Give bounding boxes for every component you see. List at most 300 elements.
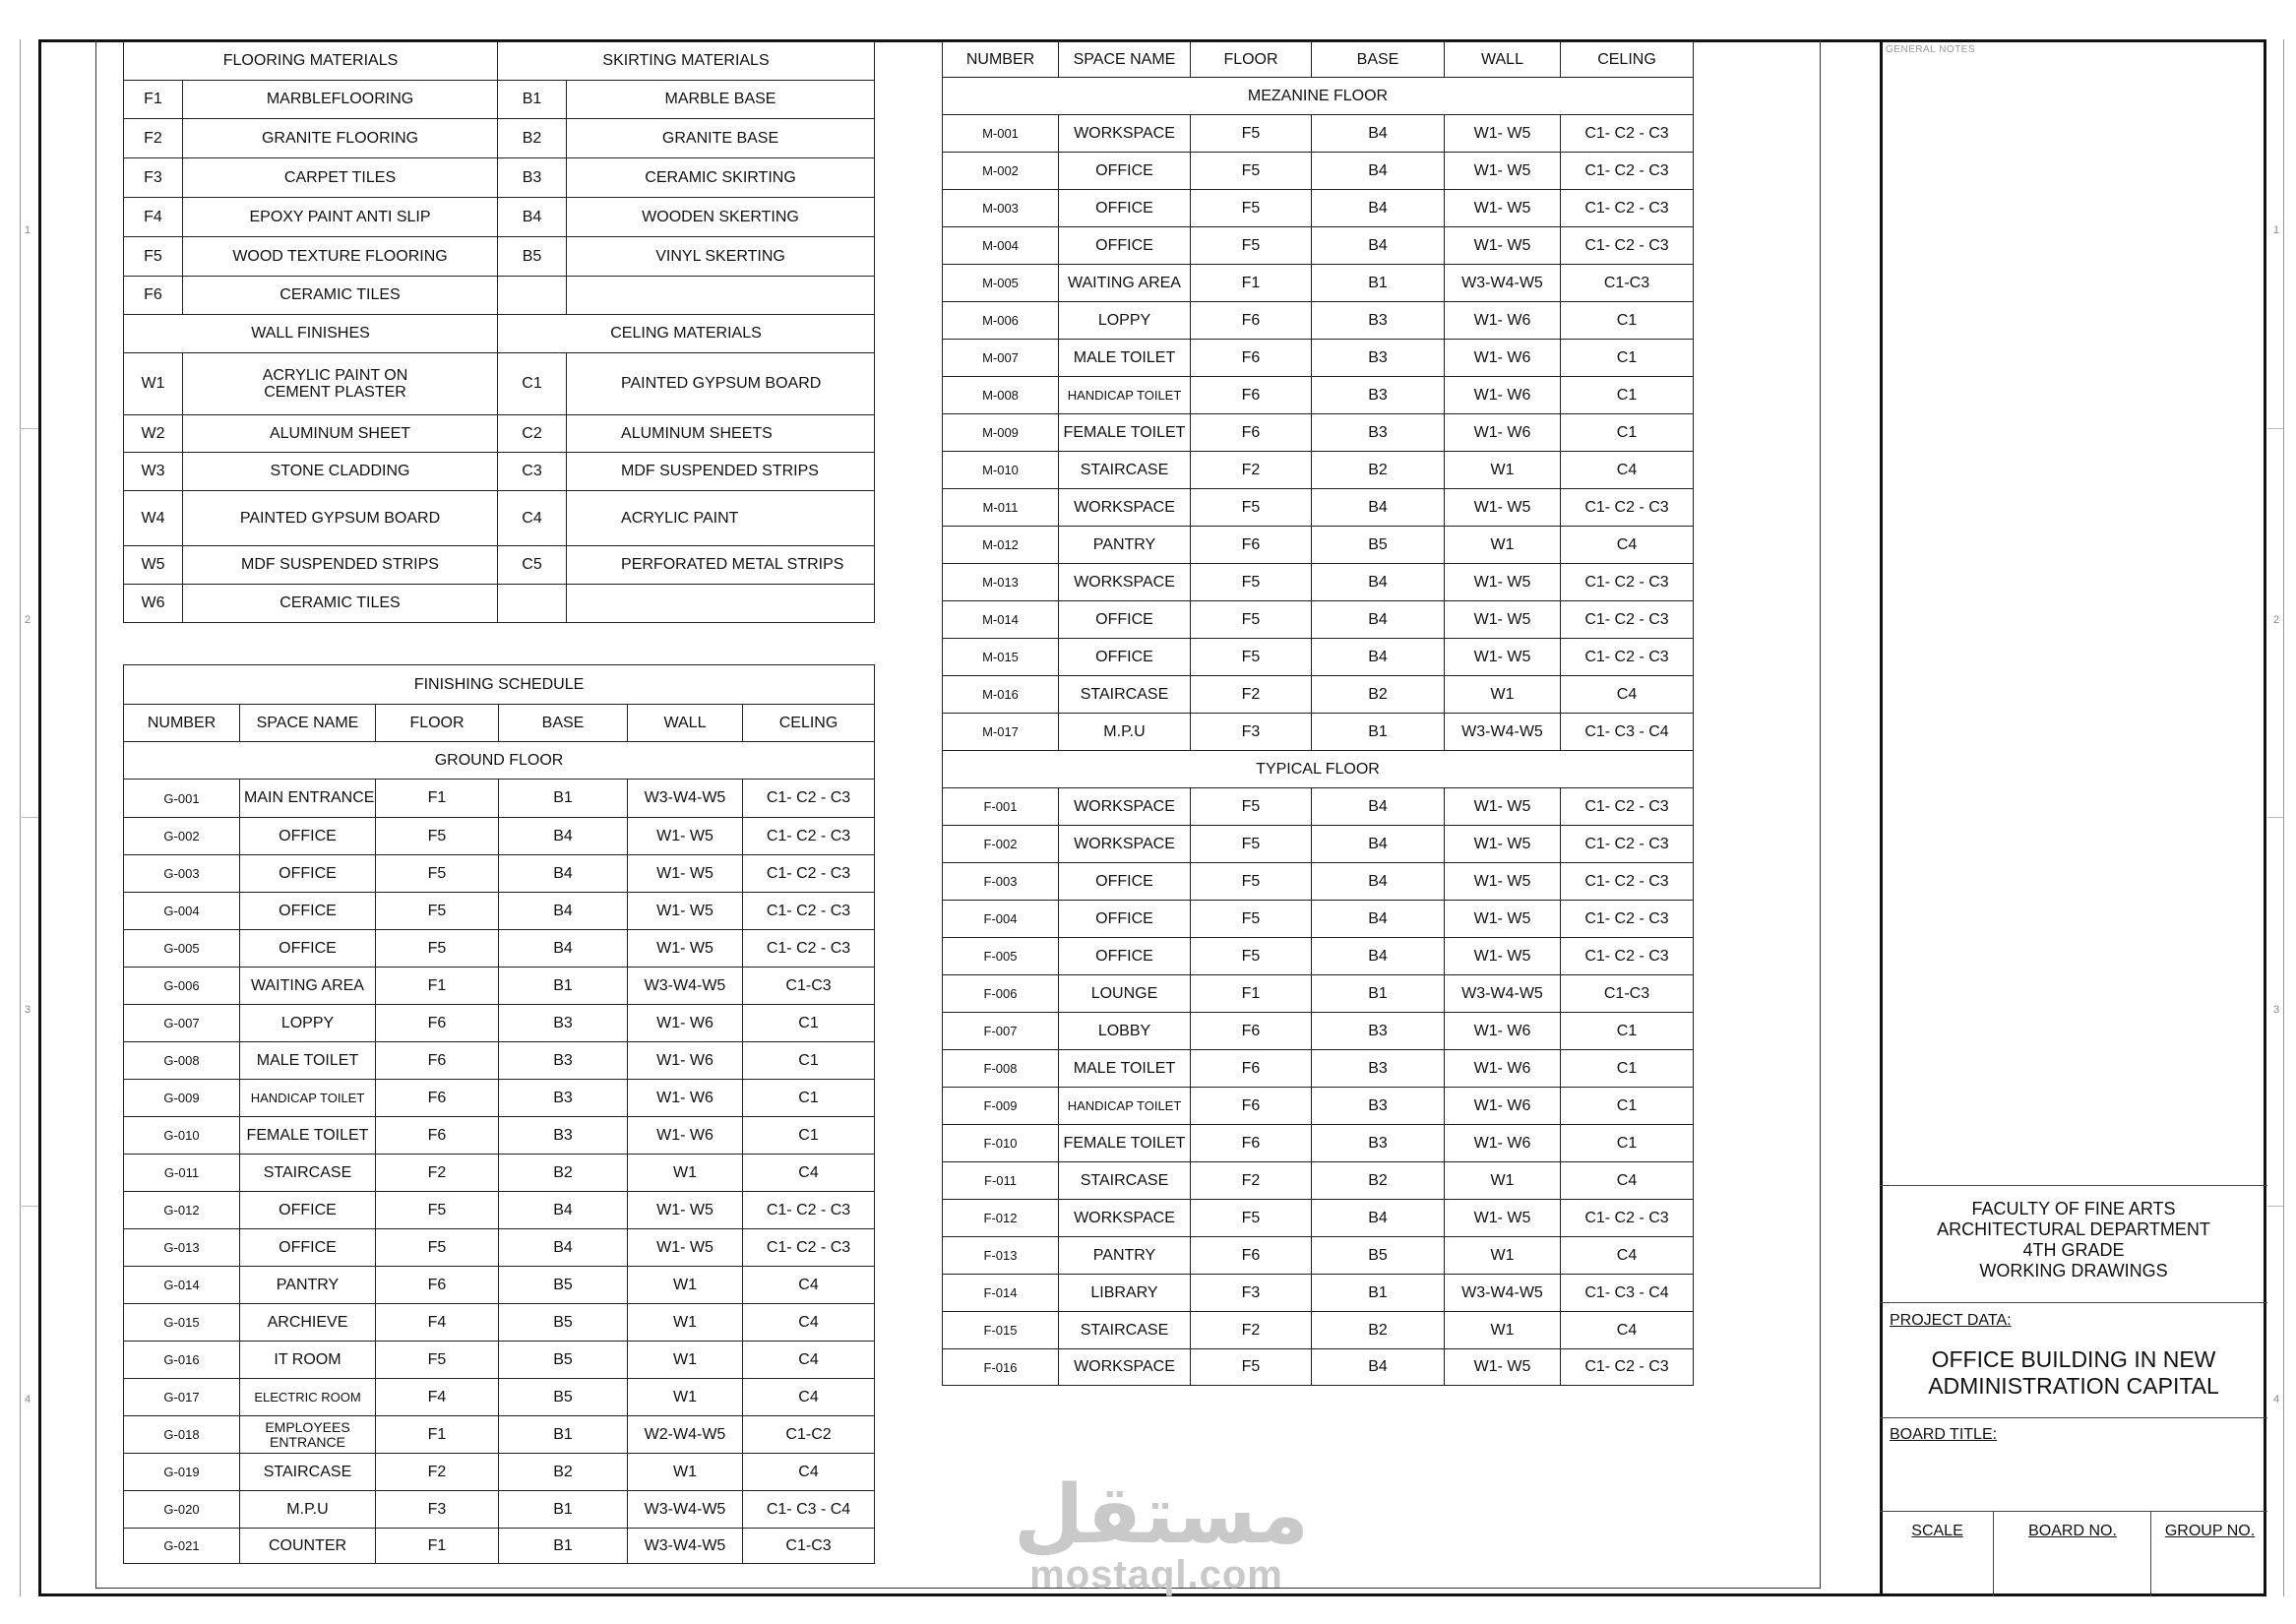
table-row — [943, 1312, 1694, 1349]
material-name: PERFORATED METAL STRIPS — [567, 546, 875, 585]
ceiling-finish: C1- C2 - C3 — [743, 780, 875, 818]
space-name: OFFICE — [1059, 639, 1191, 676]
watermark — [1014, 1468, 1309, 1596]
legend-row — [124, 546, 875, 585]
board-number-label: BOARD NO. — [2028, 1523, 2117, 1539]
ceiling-finish: C1- C2 - C3 — [1561, 601, 1694, 639]
table-row — [943, 826, 1694, 863]
material-name: ACRYLIC PAINT ON CEMENT PLASTER — [183, 353, 498, 415]
material-code: B3 — [498, 158, 567, 198]
room-number: G-019 — [124, 1454, 240, 1491]
zone-divider — [2267, 817, 2283, 818]
material-code: B1 — [498, 81, 567, 119]
room-number: M-006 — [943, 302, 1059, 340]
table-row — [124, 1454, 875, 1491]
zone-divider — [2267, 428, 2283, 429]
table-row — [943, 714, 1694, 751]
room-number: M-016 — [943, 676, 1059, 714]
material-code: F6 — [124, 277, 183, 315]
base-finish: B4 — [1312, 227, 1445, 265]
material-code: C2 — [498, 415, 567, 453]
table-row — [124, 780, 875, 818]
room-number: F-011 — [943, 1162, 1059, 1200]
zone-marker-right-4: 4 — [2273, 1394, 2280, 1405]
room-number: F-006 — [943, 975, 1059, 1013]
zone-marker-right-1: 1 — [2273, 224, 2280, 236]
floor-finish: F5 — [1191, 190, 1312, 227]
space-name: WORKSPACE — [1059, 788, 1191, 826]
table-row — [943, 1349, 1694, 1386]
material-code: W6 — [124, 585, 183, 623]
room-number: F-009 — [943, 1088, 1059, 1125]
room-number: F-013 — [943, 1237, 1059, 1275]
ceiling-finish: C1- C2 - C3 — [1561, 153, 1694, 190]
zone-divider — [20, 817, 38, 818]
base-finish: B4 — [1312, 190, 1445, 227]
space-name: WAITING AREA — [240, 968, 376, 1005]
wall-finish: W1 — [1445, 1312, 1561, 1349]
room-number: G-014 — [124, 1267, 240, 1304]
room-number: F-001 — [943, 788, 1059, 826]
table-row — [943, 190, 1694, 227]
floor-finish: F6 — [1191, 1237, 1312, 1275]
ceiling-finish: C1- C2 - C3 — [1561, 863, 1694, 901]
ceiling-finish: C1-C2 — [743, 1416, 875, 1454]
table-row — [124, 1416, 875, 1454]
wall-finish: W1- W5 — [1445, 938, 1561, 975]
material-name: MDF SUSPENDED STRIPS — [183, 546, 498, 585]
space-name: WORKSPACE — [1059, 489, 1191, 527]
floor-finish: F2 — [1191, 1162, 1312, 1200]
wall-finish: W3-W4-W5 — [628, 780, 743, 818]
base-finish: B1 — [1312, 714, 1445, 751]
space-name: OFFICE — [240, 893, 376, 930]
base-finish: B2 — [499, 1454, 628, 1491]
space-name: M.P.U — [240, 1491, 376, 1529]
room-number: M-005 — [943, 265, 1059, 302]
ceiling-finish: C1 — [1561, 1050, 1694, 1088]
space-name: WORKSPACE — [1059, 826, 1191, 863]
ceiling-finish: C1- C2 - C3 — [1561, 901, 1694, 938]
base-finish: B2 — [1312, 1162, 1445, 1200]
legend-row — [124, 491, 875, 546]
table-row — [943, 377, 1694, 414]
space-name: FEMALE TOILET — [1059, 1125, 1191, 1162]
floor-finish: F5 — [1191, 564, 1312, 601]
materials-legend-table — [123, 41, 875, 623]
floor-finish: F5 — [376, 1192, 499, 1229]
material-code: F3 — [124, 158, 183, 198]
ceiling-finish: C1- C2 - C3 — [743, 930, 875, 968]
base-finish: B4 — [1312, 901, 1445, 938]
table-row — [124, 1267, 875, 1304]
floor-finish: F6 — [1191, 340, 1312, 377]
table-row — [124, 1192, 875, 1229]
title-block-divider — [2150, 1511, 2151, 1596]
material-name: EPOXY PAINT ANTI SLIP — [183, 198, 498, 237]
ceiling-finish: C4 — [743, 1342, 875, 1379]
room-number: G-010 — [124, 1117, 240, 1155]
base-finish: B1 — [499, 780, 628, 818]
space-name: WORKSPACE — [1059, 564, 1191, 601]
material-name: ACRYLIC PAINT — [567, 491, 875, 546]
floor-finish: F6 — [1191, 1088, 1312, 1125]
wall-finish: W1- W5 — [628, 1229, 743, 1267]
floor-finish: F2 — [376, 1454, 499, 1491]
wall-finish: W1- W6 — [1445, 1050, 1561, 1088]
wall-finish: W1- W5 — [628, 818, 743, 855]
base-finish: B4 — [1312, 115, 1445, 153]
material-name: MARBLE BASE — [567, 81, 875, 119]
mezzanine-floor-title: MEZANINE FLOOR — [943, 78, 1694, 115]
space-name: OFFICE — [1059, 153, 1191, 190]
material-name: MARBLEFLOORING — [183, 81, 498, 119]
wall-finish: W1- W5 — [1445, 564, 1561, 601]
space-name: OFFICE — [1059, 863, 1191, 901]
base-finish: B4 — [499, 1192, 628, 1229]
room-number: G-006 — [124, 968, 240, 1005]
title-block-divider — [1880, 1511, 2267, 1512]
wall-finish: W1 — [628, 1304, 743, 1342]
space-name: PANTRY — [240, 1267, 376, 1304]
space-name: OFFICE — [1059, 938, 1191, 975]
legend-row — [124, 353, 875, 415]
wall-finish: W1- W5 — [1445, 788, 1561, 826]
room-number: M-007 — [943, 340, 1059, 377]
zone-marker-right-2: 2 — [2273, 614, 2280, 626]
base-finish: B4 — [499, 930, 628, 968]
room-number: G-017 — [124, 1379, 240, 1416]
legend-row — [124, 585, 875, 623]
base-finish: B2 — [1312, 676, 1445, 714]
column-header-ceiling: CELING — [1561, 42, 1694, 78]
base-finish: B3 — [1312, 1088, 1445, 1125]
space-name: ELECTRIC ROOM — [240, 1379, 376, 1416]
legend-row — [124, 415, 875, 453]
space-name: OFFICE — [1059, 190, 1191, 227]
floor-finish: F6 — [376, 1117, 499, 1155]
material-code: C1 — [498, 353, 567, 415]
ground-floor-title: GROUND FLOOR — [124, 742, 875, 780]
space-name: LOPPY — [1059, 302, 1191, 340]
space-name: STAIRCASE — [1059, 452, 1191, 489]
wall-finish: W1- W5 — [1445, 639, 1561, 676]
wall-finish: W3-W4-W5 — [1445, 1275, 1561, 1312]
material-code: W2 — [124, 415, 183, 453]
wall-finish: W1- W5 — [1445, 190, 1561, 227]
ceiling-finish: C4 — [743, 1267, 875, 1304]
base-finish: B4 — [499, 893, 628, 930]
wall-finish: W1 — [628, 1342, 743, 1379]
room-number: M-017 — [943, 714, 1059, 751]
ceiling-finish: C1- C3 - C4 — [743, 1491, 875, 1529]
base-finish: B4 — [1312, 489, 1445, 527]
material-code: C4 — [498, 491, 567, 546]
column-header-wall: WALL — [1445, 42, 1561, 78]
wall-finish: W1- W5 — [628, 893, 743, 930]
floor-finish: F6 — [376, 1005, 499, 1042]
room-number: M-012 — [943, 527, 1059, 564]
base-finish: B1 — [499, 1529, 628, 1564]
table-row — [943, 639, 1694, 676]
floor-finish: F5 — [1191, 1349, 1312, 1386]
ceiling-finish: C1 — [743, 1042, 875, 1080]
ceiling-materials-title: CELING MATERIALS — [498, 315, 875, 353]
material-name: CERAMIC TILES — [183, 277, 498, 315]
space-name: M.P.U — [1059, 714, 1191, 751]
space-name: WORKSPACE — [1059, 115, 1191, 153]
zone-marker-left-3: 3 — [25, 1004, 31, 1016]
table-row — [124, 968, 875, 1005]
base-finish: B2 — [1312, 452, 1445, 489]
floor-finish: F5 — [1191, 639, 1312, 676]
base-finish: B2 — [499, 1155, 628, 1192]
base-finish: B1 — [1312, 265, 1445, 302]
scale-label: SCALE — [1911, 1523, 1963, 1539]
base-finish: B4 — [499, 1229, 628, 1267]
legend-row — [124, 81, 875, 119]
floor-finish: F5 — [1191, 938, 1312, 975]
table-row — [943, 340, 1694, 377]
ceiling-finish: C1-C3 — [743, 968, 875, 1005]
base-finish: B5 — [499, 1379, 628, 1416]
ceiling-finish: C1- C2 - C3 — [743, 855, 875, 893]
ceiling-finish: C1- C2 - C3 — [743, 818, 875, 855]
material-name: CARPET TILES — [183, 158, 498, 198]
base-finish: B3 — [499, 1005, 628, 1042]
ceiling-finish: C1 — [1561, 340, 1694, 377]
department-name: ARCHITECTURAL DEPARTMENT — [1937, 1219, 2210, 1239]
wall-finish: W1- W6 — [1445, 340, 1561, 377]
ceiling-finish: C1- C2 - C3 — [1561, 564, 1694, 601]
material-code: C5 — [498, 546, 567, 585]
project-data-label: PROJECT DATA: — [1890, 1312, 2012, 1329]
room-number: G-016 — [124, 1342, 240, 1379]
ceiling-finish: C1-C3 — [1561, 975, 1694, 1013]
wall-finish: W1- W5 — [1445, 1200, 1561, 1237]
faculty-info — [1883, 1199, 2265, 1281]
base-finish: B4 — [1312, 1200, 1445, 1237]
table-row — [943, 601, 1694, 639]
material-name: CERAMIC SKIRTING — [567, 158, 875, 198]
floor-finish: F6 — [1191, 414, 1312, 452]
table-row — [124, 818, 875, 855]
floor-finish: F1 — [376, 1416, 499, 1454]
ceiling-finish: C1- C2 - C3 — [1561, 227, 1694, 265]
wall-finish: W3-W4-W5 — [1445, 265, 1561, 302]
base-finish: B3 — [1312, 340, 1445, 377]
ceiling-finish: C4 — [1561, 452, 1694, 489]
finishing-schedule-title: FINISHING SCHEDULE — [124, 665, 875, 705]
ceiling-finish: C4 — [1561, 527, 1694, 564]
table-row — [124, 1155, 875, 1192]
base-finish: B3 — [1312, 1050, 1445, 1088]
room-number: M-001 — [943, 115, 1059, 153]
room-number: M-013 — [943, 564, 1059, 601]
grade-label: 4TH GRADE — [2022, 1240, 2125, 1260]
room-number: F-003 — [943, 863, 1059, 901]
floor-finish: F2 — [1191, 1312, 1312, 1349]
floor-finish: F1 — [376, 968, 499, 1005]
space-name: MALE TOILET — [240, 1042, 376, 1080]
space-name: STAIRCASE — [1059, 1162, 1191, 1200]
project-name-line-1: OFFICE BUILDING IN NEW — [1931, 1346, 2216, 1372]
column-header-base: BASE — [1312, 42, 1445, 78]
space-name: COUNTER — [240, 1529, 376, 1564]
floor-finish: F6 — [1191, 1050, 1312, 1088]
space-name: EMPLOYEES ENTRANCE — [240, 1416, 376, 1454]
room-number: M-010 — [943, 452, 1059, 489]
subject-label: WORKING DRAWINGS — [1979, 1261, 2168, 1280]
base-finish: B4 — [1312, 863, 1445, 901]
ceiling-finish: C1 — [1561, 414, 1694, 452]
title-block-divider — [1880, 1302, 2267, 1303]
room-number: G-021 — [124, 1529, 240, 1564]
wall-finish: W1- W6 — [1445, 1013, 1561, 1050]
room-number: F-005 — [943, 938, 1059, 975]
base-finish: B3 — [1312, 414, 1445, 452]
floor-finish: F1 — [376, 780, 499, 818]
room-number: M-015 — [943, 639, 1059, 676]
room-number: M-008 — [943, 377, 1059, 414]
floor-finish: F3 — [1191, 714, 1312, 751]
table-row — [943, 153, 1694, 190]
group-number-label: GROUP NO. — [2164, 1523, 2256, 1539]
room-number: G-007 — [124, 1005, 240, 1042]
wall-finish: W1- W6 — [1445, 377, 1561, 414]
material-code: W1 — [124, 353, 183, 415]
space-name: STAIRCASE — [240, 1155, 376, 1192]
title-block-divider — [1880, 1417, 2267, 1418]
room-number: G-013 — [124, 1229, 240, 1267]
base-finish: B4 — [1312, 153, 1445, 190]
room-number: G-020 — [124, 1491, 240, 1529]
floor-finish: F6 — [1191, 302, 1312, 340]
base-finish: B5 — [1312, 527, 1445, 564]
ceiling-finish: C1- C2 - C3 — [743, 1192, 875, 1229]
floor-finish: F5 — [376, 818, 499, 855]
table-row — [124, 1229, 875, 1267]
floor-finish: F4 — [376, 1304, 499, 1342]
table-row — [943, 1275, 1694, 1312]
wall-finish: W1- W6 — [1445, 302, 1561, 340]
base-finish: B3 — [1312, 1013, 1445, 1050]
room-number: M-002 — [943, 153, 1059, 190]
ceiling-finish: C1 — [1561, 1125, 1694, 1162]
wall-finish: W1- W6 — [1445, 1125, 1561, 1162]
table-row — [943, 265, 1694, 302]
space-name: WORKSPACE — [1059, 1200, 1191, 1237]
space-name: WAITING AREA — [1059, 265, 1191, 302]
base-finish: B5 — [499, 1342, 628, 1379]
table-row — [943, 1125, 1694, 1162]
wall-finish: W1 — [1445, 1237, 1561, 1275]
material-code: B5 — [498, 237, 567, 277]
title-block-divider — [1993, 1511, 1994, 1596]
floor-finish: F3 — [1191, 1275, 1312, 1312]
ceiling-finish: C1 — [1561, 1013, 1694, 1050]
space-name: OFFICE — [1059, 901, 1191, 938]
space-name: OFFICE — [240, 818, 376, 855]
table-row — [124, 930, 875, 968]
floor-finish: F5 — [1191, 826, 1312, 863]
base-finish: B3 — [1312, 1125, 1445, 1162]
ceiling-finish: C4 — [743, 1379, 875, 1416]
table-row — [943, 452, 1694, 489]
column-header-base: BASE — [499, 705, 628, 742]
base-finish: B4 — [1312, 938, 1445, 975]
space-name: STAIRCASE — [1059, 676, 1191, 714]
material-code: W3 — [124, 453, 183, 491]
floor-finish: F3 — [376, 1491, 499, 1529]
ground-floor-schedule-table — [123, 664, 875, 1564]
base-finish: B3 — [499, 1117, 628, 1155]
space-name: OFFICE — [240, 855, 376, 893]
table-row — [943, 1088, 1694, 1125]
column-header-ceiling: CELING — [743, 705, 875, 742]
ceiling-finish: C4 — [743, 1304, 875, 1342]
column-header-number: NUMBER — [943, 42, 1059, 78]
floor-finish: F5 — [1191, 788, 1312, 826]
base-finish: B4 — [1312, 601, 1445, 639]
table-row — [124, 1379, 875, 1416]
base-finish: B1 — [499, 1416, 628, 1454]
project-name — [1883, 1346, 2265, 1400]
base-finish: B3 — [499, 1080, 628, 1117]
zone-marker-left-2: 2 — [25, 614, 31, 626]
legend-row — [124, 453, 875, 491]
room-number: M-011 — [943, 489, 1059, 527]
ceiling-finish: C1 — [1561, 1088, 1694, 1125]
board-title-label: BOARD TITLE: — [1890, 1426, 1998, 1443]
wall-finish: W3-W4-W5 — [1445, 714, 1561, 751]
column-header-floor: FLOOR — [376, 705, 499, 742]
material-name: STONE CLADDING — [183, 453, 498, 491]
floor-finish: F5 — [1191, 153, 1312, 190]
material-code: W5 — [124, 546, 183, 585]
space-name: OFFICE — [240, 1192, 376, 1229]
material-name: CERAMIC TILES — [183, 585, 498, 623]
legend-row — [124, 198, 875, 237]
floor-finish: F1 — [1191, 975, 1312, 1013]
floor-finish: F5 — [376, 1342, 499, 1379]
room-number: M-014 — [943, 601, 1059, 639]
space-name: HANDICAP TOILET — [240, 1080, 376, 1117]
space-name: FEMALE TOILET — [240, 1117, 376, 1155]
room-number: M-003 — [943, 190, 1059, 227]
base-finish: B4 — [499, 855, 628, 893]
zone-marker-left-4: 4 — [25, 1394, 31, 1405]
wall-finish: W1- W5 — [1445, 601, 1561, 639]
material-code: C3 — [498, 453, 567, 491]
room-number: F-002 — [943, 826, 1059, 863]
floor-finish: F6 — [1191, 527, 1312, 564]
floor-finish: F5 — [1191, 115, 1312, 153]
room-number: F-004 — [943, 901, 1059, 938]
room-number: F-016 — [943, 1349, 1059, 1386]
general-notes-label: GENERAL NOTES — [1886, 44, 1976, 55]
room-number: G-005 — [124, 930, 240, 968]
floor-finish: F5 — [1191, 863, 1312, 901]
wall-finish: W2-W4-W5 — [628, 1416, 743, 1454]
space-name: OFFICE — [1059, 227, 1191, 265]
material-name: WOOD TEXTURE FLOORING — [183, 237, 498, 277]
room-number: G-011 — [124, 1155, 240, 1192]
table-row — [943, 788, 1694, 826]
room-number: F-014 — [943, 1275, 1059, 1312]
space-name: PANTRY — [1059, 527, 1191, 564]
ceiling-finish: C1- C2 - C3 — [1561, 1349, 1694, 1386]
